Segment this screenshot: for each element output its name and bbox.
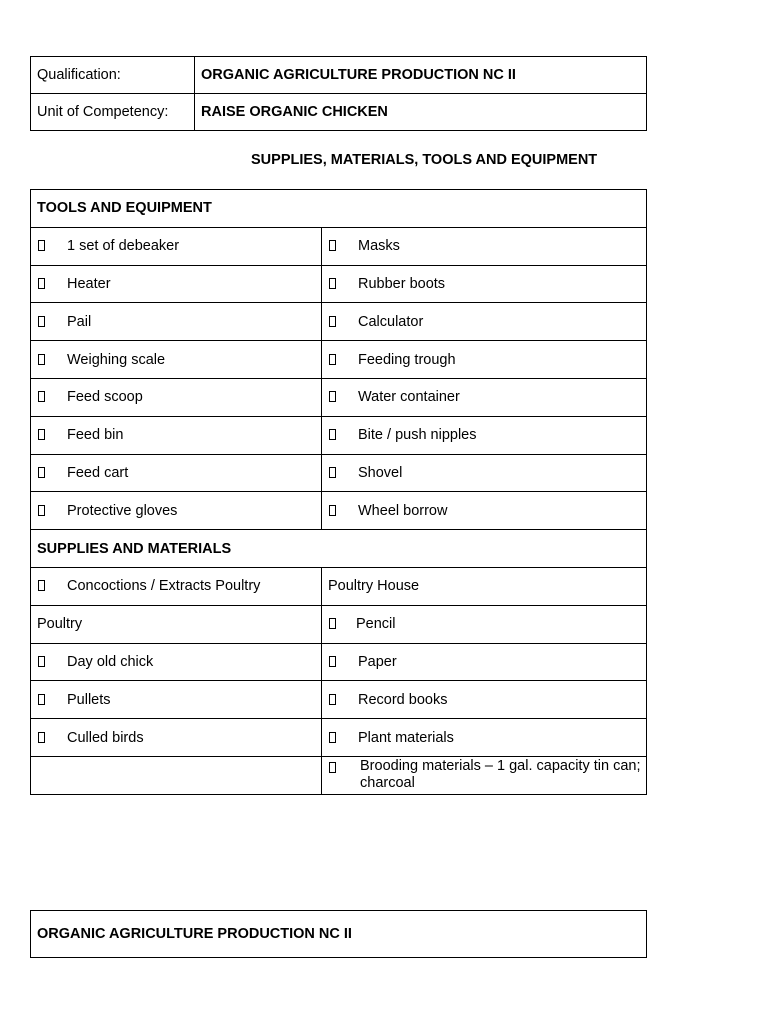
checkbox-icon: [329, 391, 336, 402]
table-cell: [31, 265, 322, 303]
item-label: Brooding materials – 1 gal. capacity tin can; charcoal: [360, 758, 641, 792]
table-row: [31, 492, 647, 530]
table-cell: [322, 756, 647, 794]
item-label: Shovel: [358, 464, 403, 481]
table-cell: [322, 719, 647, 757]
unit-row: [31, 94, 647, 131]
table-cell: [31, 643, 322, 681]
item-label: Calculator: [358, 313, 424, 330]
checkbox-icon: [38, 316, 45, 327]
table-cell: [322, 378, 647, 416]
item-label: Feed scoop: [67, 389, 143, 406]
checkbox-icon: [38, 732, 45, 743]
checkbox-icon: [329, 732, 336, 743]
table-cell: Poultry House: [322, 567, 647, 605]
header-table: [30, 56, 647, 131]
table-row: [31, 227, 647, 265]
item-label: Culled birds: [67, 729, 144, 746]
supplies-heading: SUPPLIES AND MATERIALS: [31, 530, 647, 568]
item-label: Feed bin: [67, 427, 124, 444]
checkbox-icon: [329, 505, 336, 516]
item-label: Concoctions / Extracts Poultry: [67, 578, 261, 595]
checkbox-icon: [329, 467, 336, 478]
checkbox-icon: [38, 580, 45, 591]
checkbox-icon: [329, 278, 336, 289]
item-label: Pail: [67, 313, 92, 330]
item-label: Record books: [358, 691, 448, 708]
footer-title: ORGANIC AGRICULTURE PRODUCTION NC II: [31, 911, 647, 958]
table-cell: [31, 227, 322, 265]
table-cell: [31, 378, 322, 416]
table-row: [31, 265, 647, 303]
item-label: Wheel borrow: [358, 502, 448, 519]
item-label: Paper: [358, 653, 397, 670]
table-cell: [31, 416, 322, 454]
item-label: Water container: [358, 389, 460, 406]
item-label: Feeding trough: [358, 351, 456, 368]
table-cell: [31, 454, 322, 492]
table-row: [31, 681, 647, 719]
footer-table: [30, 910, 647, 958]
table-cell: [322, 643, 647, 681]
table-cell: [322, 227, 647, 265]
table-cell: [31, 719, 322, 757]
checkbox-icon: [38, 505, 45, 516]
qualification-row: [31, 57, 647, 94]
table-cell: [322, 454, 647, 492]
checkbox-icon: [38, 391, 45, 402]
item-label: Plant materials: [358, 729, 454, 746]
table-cell: [31, 492, 322, 530]
item-label: Pencil: [356, 616, 396, 633]
table-row: [31, 416, 647, 454]
checkbox-icon: [38, 278, 45, 289]
checkbox-icon: [329, 694, 336, 705]
supplies-heading-row: [31, 530, 647, 568]
table-row: [31, 341, 647, 379]
checkbox-icon: [38, 694, 45, 705]
checkbox-icon: [329, 618, 336, 629]
item-label: Bite / push nipples: [358, 427, 477, 444]
footer-row: [31, 911, 647, 958]
item-label: Rubber boots: [358, 275, 446, 292]
checkbox-icon: [329, 240, 336, 251]
qualification-label: Qualification:: [31, 57, 195, 94]
checkbox-icon: [329, 429, 336, 440]
item-label: Weighing scale: [67, 351, 166, 368]
table-cell: [322, 681, 647, 719]
table-cell: [31, 681, 322, 719]
table-row: [31, 719, 647, 757]
table-row: [31, 454, 647, 492]
item-label: Protective gloves: [67, 502, 178, 519]
item-label: Feed cart: [67, 464, 129, 481]
checkbox-icon: [329, 354, 336, 365]
supplies-tools-table: [30, 189, 647, 795]
table-row: [31, 605, 647, 643]
table-cell: [322, 341, 647, 379]
table-cell: [31, 341, 322, 379]
table-row: [31, 303, 647, 341]
checkbox-icon: [329, 762, 336, 773]
tools-heading: TOOLS AND EQUIPMENT: [31, 190, 647, 228]
item-label: Heater: [67, 275, 111, 292]
tools-heading-row: [31, 190, 647, 228]
table-row: [31, 756, 647, 794]
item-label: Pullets: [67, 691, 111, 708]
table-row: [31, 643, 647, 681]
checkbox-icon: [38, 656, 45, 667]
checkbox-icon: [38, 240, 45, 251]
section-title: SUPPLIES, MATERIALS, TOOLS AND EQUIPMENT: [251, 152, 598, 168]
checkbox-icon: [38, 467, 45, 478]
checkbox-icon: [329, 656, 336, 667]
unit-value: RAISE ORGANIC CHICKEN: [195, 94, 647, 131]
item-label: 1 set of debeaker: [67, 238, 180, 255]
table-cell: [322, 416, 647, 454]
table-cell: [31, 303, 322, 341]
table-cell: [322, 492, 647, 530]
table-cell: Poultry: [31, 605, 322, 643]
checkbox-icon: [38, 429, 45, 440]
table-row: [31, 567, 647, 605]
table-cell: [31, 567, 322, 605]
checkbox-icon: [38, 354, 45, 365]
item-label: Day old chick: [67, 653, 154, 670]
table-cell: [322, 265, 647, 303]
item-label: Masks: [358, 238, 400, 255]
table-cell: [322, 303, 647, 341]
checkbox-icon: [329, 316, 336, 327]
unit-label: Unit of Competency:: [31, 94, 195, 131]
table-cell: [322, 605, 647, 643]
table-cell-empty: [31, 756, 322, 794]
qualification-value: ORGANIC AGRICULTURE PRODUCTION NC II: [195, 57, 647, 94]
table-row: [31, 378, 647, 416]
